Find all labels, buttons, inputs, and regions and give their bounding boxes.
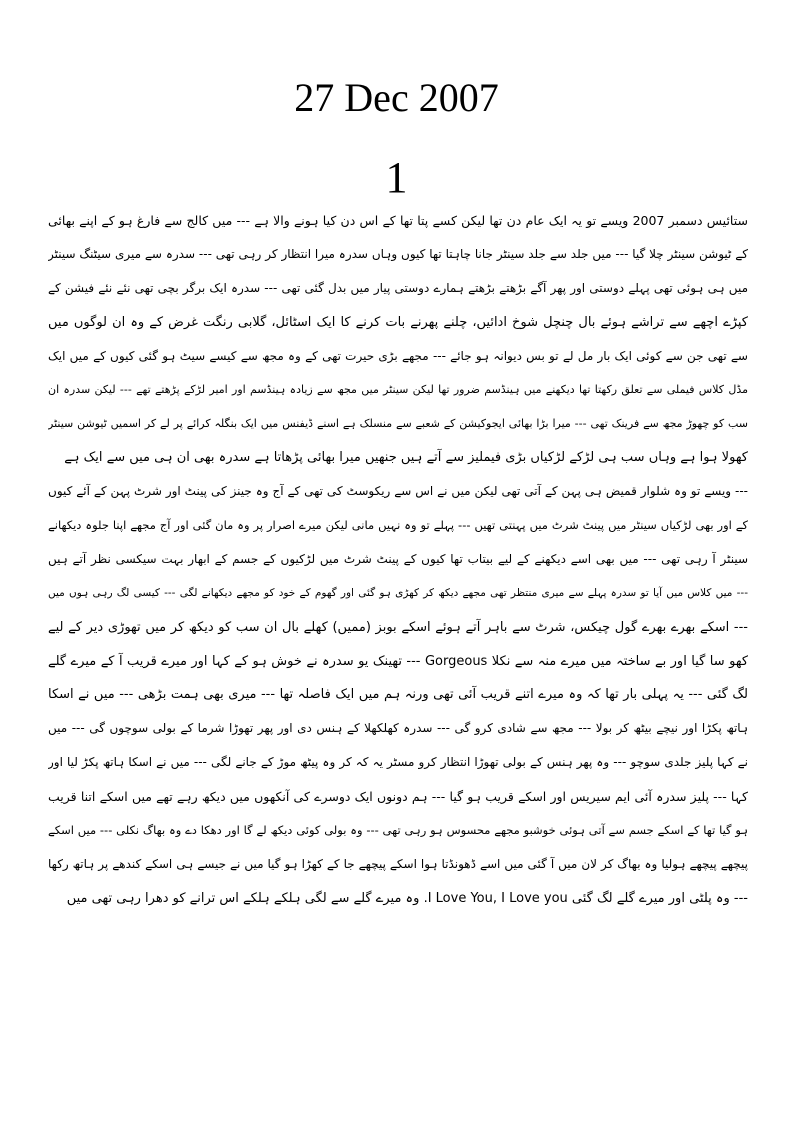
text-line: سب کو چھوڑ مجھ سے فرینک تھی --- میرا بڑا بھائی ایجوکیشن کے شعبے سے منسلک ہے اسنے ڈیفنس میں ایک بنگلہ کرائے پر لے کر اسمیں ٹیوشن سینٹر <box>48 417 748 431</box>
text-line: کے ٹیوشن سینٹر چلا گیا --- میں جلد سے جلد سینٹر جانا چاہتا تھا کیوں وہاں سدرہ میرا انتظار کر رہی تھی --- سدرہ سے میری سیٹنگ سینٹر <box>48 246 748 261</box>
text-line: کھو سا گیا اور بے ساختہ میں میرے منہ سے نکلا Gorgeous --- تھینک یو سدرہ نے خوش ہو کے کہا اور میرے قریب آ کے میرے گلے <box>48 653 748 669</box>
text-line: --- وہ پلٹی اور میرے گلے لگ گئی I Love You, I Love you. وہ میرے گلے سے لگی ہلکے ہلکے اس ترانے کو دھرا رہی تھی میں <box>66 890 748 906</box>
text-line: کھولا ہوا ہے وہاں سب ہی لڑکے لڑکیاں بڑی فیملیز سے آتے ہیں جنھیں میرا بھائی پڑھاتا ہے سدرہ بھی ان ہی میں سے ایک ہے <box>64 450 748 466</box>
text-line: لگ گئی --- یہ پہلی بار تھا کہ وہ میرے اتنے قریب آئی تھی ورنہ ہم میں ایک فاصلہ تھا --- میری بھی ہمت بڑھی --- میں نے اسکا <box>48 687 748 703</box>
text-line: ہو گیا تھا کے اسکے جسم سے آتی ہوئی خوشبو مجھے محسوس ہو رہی تھی --- وہ بولی کوئی دیکھ لے گا اور دھکا دے وہ بھاگ نکلی --- میں اسکے <box>48 823 748 838</box>
text-line: --- ویسے تو وہ شلوار قمیض ہی پہن کے آتی تھی لیکن میں نے اس سے ریکوسٹ کی تھی کے آج وہ جینز کی پینٹ اور شرٹ پہن کے آئے کیوں <box>48 484 748 499</box>
text-line: نے کہا پلیز جلدی سوچو --- وہ پھر ہنس کے بولی تھوڑا انتظار کرو مسٹر یہ کہ کر وہ پیٹھ موڑ کے جانے لگی --- میں نے اسکا ہاتھ پکڑ لیا اور <box>48 755 748 770</box>
text-line: پیچھے پیچھے ہولیا وہ بھاگ کر لان میں آ گئی میں اسے ڈھونڈتا ہوا اسکے پیچھے جا کے کھڑا ہو گیا میں نے جیسے ہی اسکے کندھے پر ہاتھ رکھا <box>48 856 748 871</box>
text-line: کپڑے اچھے سے تراشے ہوئے بال چنچل شوخ ادائیں، چلنے پھرنے بات کرنے کا ایک اسٹائل، گلابی رنگت غرض کے وہ ان لوگوں میں <box>48 314 748 330</box>
text-line: سینٹر آ رہی تھی --- میں بھی اسے دیکھنے کے لیے بیتاب تھا کیوں کے پینٹ شرٹ میں لڑکیوں کے جسم کے ابھار بہت سیکسی نظر آتے ہیں <box>48 551 748 566</box>
text-line: کہا --- پلیز سدرہ آئی ایم سیریس اور اسکے قریب ہو گیا --- ہم دونوں ایک دوسرے کی آنکھوں میں دیکھ رہے تھے میں اسکے اتنا قریب <box>48 789 748 805</box>
text-line: ستائیس دسمبر 2007 ویسے تو یہ ایک عام دن تھا لیکن کسے پتا تھا کے اس دن کیا ہونے والا ہے --- میں کالج سے فارغ ہو کے اپنے بھائی <box>48 213 748 228</box>
text-line: --- اسکے بھرے بھرے گول چیکس، شرٹ سے باہر آتے ہوئے اسکے بوبز (ممیں) کھلے بال ان سب کو دیکھ کر میں تھوڑی دیر کے لیے <box>48 619 748 635</box>
text-line: میں ہی ہوئی تھی پہلے دوستی اور پھر آگے بڑھتے بڑھتے ہمارے دوستی پیار میں بدل گئی تھی --- سدرہ ایک برگر بچی تھی نئے نئے فیشن کے <box>48 280 748 295</box>
page-date: 27 Dec 2007 <box>294 75 499 120</box>
text-line: مڈل کلاس فیملی سے تعلق رکھتا تھا دیکھنے میں ہینڈسم ضرور تھا لیکن سینٹر میں مجھ سے زیادہ ہینڈسم اور امیر لڑکے پڑھتے تھے --- لیکن سدرہ ان <box>48 383 748 397</box>
story-text <box>48 204 748 916</box>
chapter-number: 1 <box>385 153 408 202</box>
text-line: --- میں کلاس میں آیا تو سدرہ پہلے سے میری منتظر تھی مجھے دیکھ کر کھڑی ہو گئی اور گھوم کے خود کو مجھے دیکھانے لگی --- کیسی لگ رہی ہوں میں <box>48 586 748 599</box>
text-line: ہاتھ پکڑا اور نیچے بیٹھ کر بولا --- مجھ سے شادی کرو گی --- سدرہ کھلکھلا کے ہنس دی اور پھر تھوڑا شرما کے بولی سوچوں گی --- میں <box>48 721 748 736</box>
text-line: سے تھی جن سے کوئی ایک بار مل لے تو بس دیوانہ ہو جائے --- مجھے بڑی حیرت تھی کے وہ مجھ سے کیسے سیٹ ہو گئی کیوں کے میں ایک <box>48 348 748 363</box>
text-line: کے اور بھی لڑکیاں سینٹر میں پینٹ شرٹ میں پہنتی تھیں --- پہلے تو وہ نہیں مانی لیکن میرے اصرار پر وہ مان گئی اور آج مجھے اپنا جلوہ دیکھانے <box>48 518 748 533</box>
